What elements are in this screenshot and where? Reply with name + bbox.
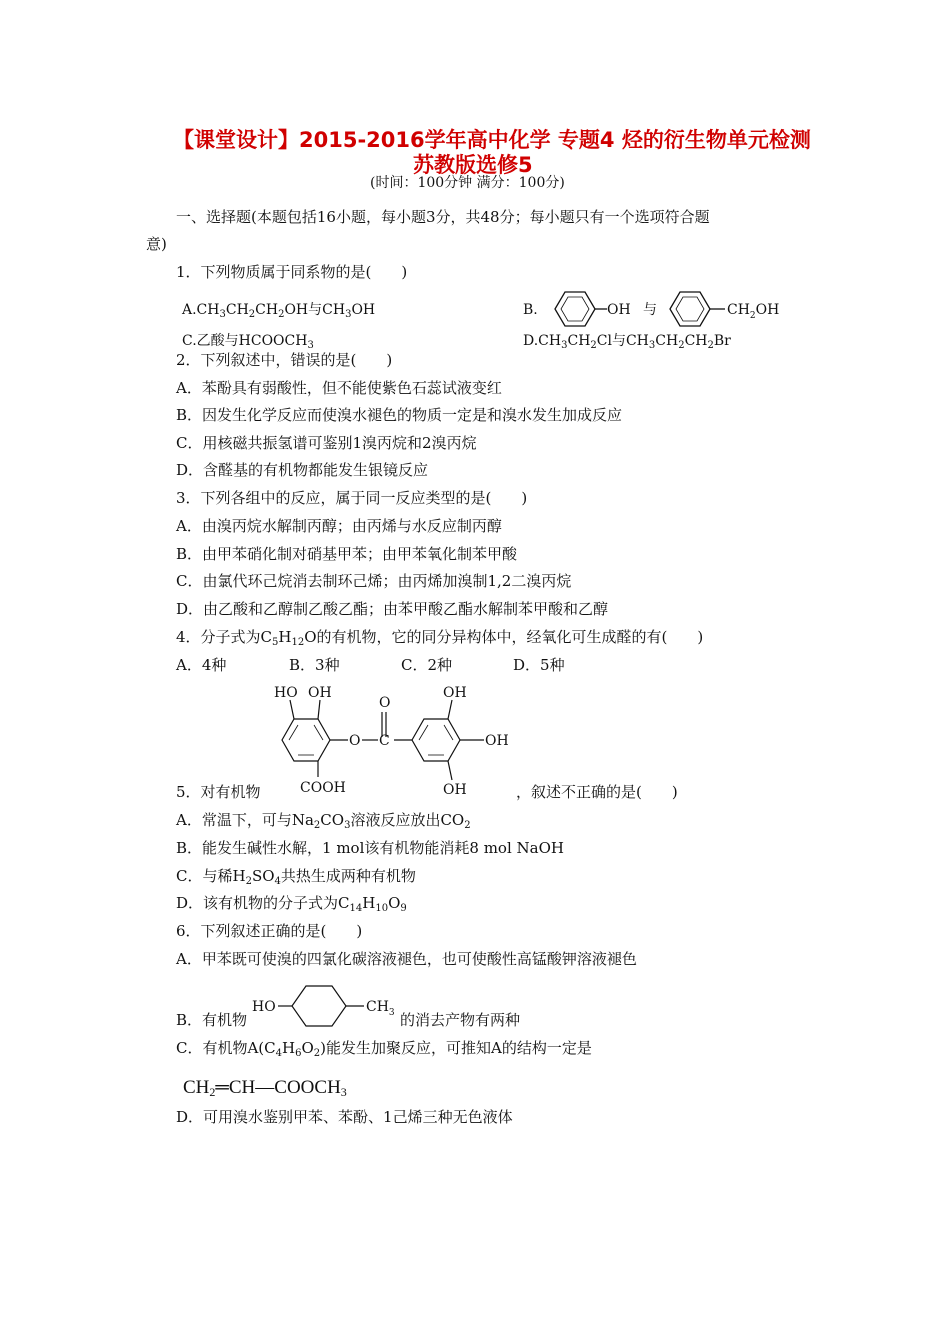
q5-structure-diagram <box>270 682 530 800</box>
q5-option-d: D．该有机物的分子式为$C_{14}H_{10}O_9$ <box>176 894 407 914</box>
q2-option-d: D．含醛基的有机物都能发生银镜反应 <box>176 461 429 479</box>
q2-option-a: A．苯酚具有弱酸性，但不能使紫色石蕊试液变红 <box>176 379 502 397</box>
q1-b-and: 与 <box>643 302 657 318</box>
q6-cyclohexane-structure <box>250 980 400 1036</box>
q1-option-b-structures <box>545 288 815 334</box>
q3-option-c: C．由氯代环己烷消去制环己烯；由丙烯加溴制1,2二溴丙烷 <box>176 572 572 590</box>
q1-option-b-label: B. <box>523 302 538 318</box>
q1-stem: 1．下列物质属于同系物的是( ) <box>176 263 408 281</box>
q1-b-ch2oh: $CH_2OH$ <box>727 302 780 321</box>
q6-option-a: A．甲苯既可使溴的四氯化碳溶液褪色，也可使酸性高锰酸钾溶液褪色 <box>176 950 637 968</box>
q6-option-c: C．有机物$A(C_4H_6O_2)$能发生加聚反应，可推知A的结构一定是 <box>176 1039 592 1059</box>
q6-option-b-pre: B．有机物 <box>176 1011 248 1029</box>
q6-option-d: D．可用溴水鉴别甲苯、苯酚、1己烯三种无色液体 <box>176 1108 513 1126</box>
q3-option-b: B．由甲苯硝化制对硝基甲苯；由甲苯氧化制苯甲酸 <box>176 545 518 563</box>
q5-ho-label: HO <box>274 685 298 701</box>
q6-b-ho-label: HO <box>252 999 276 1015</box>
q5-oh-label-3: OH <box>485 733 509 749</box>
q1-option-c: C.乙酸与$HCOOCH_3$ <box>182 333 314 351</box>
q5-option-c: C．与稀$H_2SO_4$共热生成两种有机物 <box>176 867 416 887</box>
q4-option-d: D．5种 <box>513 656 565 674</box>
exam-meta: (时间：100分钟 满分：100分) <box>370 175 565 191</box>
q2-option-c: C．用核磁共振氢谱可鉴别1溴丙烷和2溴丙烷 <box>176 434 477 452</box>
q6-option-b-post: 的消去产物有两种 <box>400 1011 521 1029</box>
q3-option-a: A．由溴丙烷水解制丙醇；由丙烯与水反应制丙醇 <box>176 517 502 535</box>
q3-stem: 3．下列各组中的反应，属于同一反应类型的是( ) <box>176 489 528 507</box>
q4-option-a: A．4种 <box>176 656 227 674</box>
q5-carbonyl-o-label: O <box>379 695 391 711</box>
title-line-2: 苏教版选修5 <box>413 153 533 177</box>
q4-option-c: C．2种 <box>401 656 453 674</box>
section-heading-line-1: 一、选择题(本题包括16小题，每小题3分，共48分；每小题只有一个选项符合题 <box>176 208 710 226</box>
q1-b-oh: OH <box>607 302 631 318</box>
section-heading-line-2: 意) <box>146 235 167 253</box>
q1-option-d: $D.CH_3CH_2Cl$与$CH_3CH_2CH_2Br$ <box>523 333 731 351</box>
q3-option-d: D．由乙酸和乙醇制乙酸乙酯；由苯甲酸乙酯水解制苯甲酸和乙醇 <box>176 600 609 618</box>
q2-stem: 2．下列叙述中，错误的是( ) <box>176 351 393 369</box>
q2-option-b: B．因发生化学反应而使溴水褪色的物质一定是和溴水发生加成反应 <box>176 406 623 424</box>
q5-oh-label-4: OH <box>443 782 467 798</box>
q5-option-a: A．常温下，可与$Na_2CO_3$溶液反应放出$CO_2$ <box>176 811 471 831</box>
q1-option-a: $A.CH_3CH_2CH_2OH$与$CH_3OH$ <box>182 302 376 320</box>
q6-b-ch3-label: $CH_3$ <box>366 999 395 1018</box>
q4-stem: 4．分子式为$C_5H_{12}O$的有机物，它的同分异构体中，经氧化可生成醛的有( ) <box>176 628 704 648</box>
title-line-1: 【课堂设计】2015-2016学年高中化学 专题4 烃的衍生物单元检测 <box>173 128 811 152</box>
q5-stem-pre: 5．对有机物 <box>176 783 261 801</box>
q5-oh-label-2: OH <box>443 685 467 701</box>
q5-ester-o-label: O <box>349 733 361 749</box>
q5-cooh-label: COOH <box>300 780 346 796</box>
q5-option-b: B．能发生碱性水解，1 mol该有机物能消耗8 mol NaOH <box>176 839 564 857</box>
q5-oh-label-1: OH <box>308 685 332 701</box>
q6-option-c-formula: $CH_2═CH—COOCH_3$ <box>183 1077 347 1099</box>
q6-stem: 6．下列叙述正确的是( ) <box>176 922 363 940</box>
q5-stem-post: ，叙述不正确的是( ) <box>516 783 678 801</box>
cyclohexane-ring <box>292 986 346 1026</box>
q4-option-b: B．3种 <box>289 656 340 674</box>
q5-c-label: C <box>379 733 390 749</box>
